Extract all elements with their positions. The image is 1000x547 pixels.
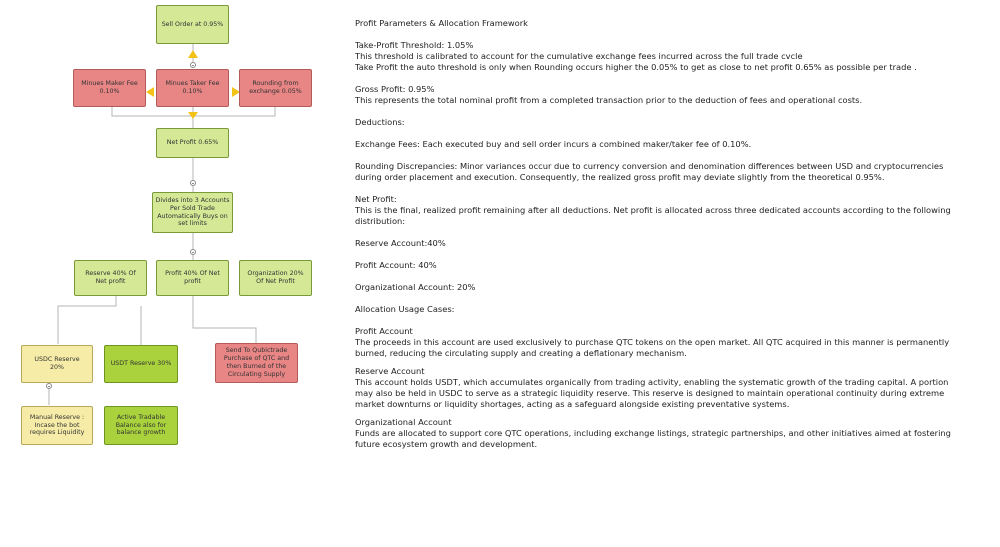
tp-line: Take Profit the auto threshold is only when Rounding occurs higher the 0.05% to get as close to net profit 0.65% as possible per trade .: [355, 62, 917, 72]
ra-line: market downturns or liquidity shortages, acting as a safeguard alongside existing preventative systems.: [355, 399, 790, 409]
tp-heading: Take-Profit Threshold: 1.05%: [355, 40, 474, 50]
node-send-to-qubictrade[interactable]: Send To Qubictrade Purchase of QTC and then Burned of the Circulating Supply: [215, 343, 298, 383]
node-manual-reserve[interactable]: Manual Reserve : Incase the bot requires Liquidity: [21, 406, 93, 445]
oa-line: Funds are allocated to support core QTC operations, including exchange listings, strategic partnerships, and other initiatives aimed at fostering: [355, 428, 951, 438]
node-profit-40[interactable]: Profit 40% Of Net profit: [156, 260, 229, 296]
arrow-up-icon: [188, 50, 198, 58]
pa-heading: Profit Account: [355, 326, 413, 336]
ra-line: This account holds USDT, which accumulates organically from trading activity, enabling the systematic growth of the trading capital. A portion: [355, 377, 949, 387]
node-usdc-reserve[interactable]: USDC Reserve 20%: [21, 345, 93, 383]
arrow-left-icon: [146, 87, 154, 97]
org-account-line: Organizational Account: 20%: [355, 282, 476, 292]
collapse-icon[interactable]: [190, 62, 196, 68]
node-sell-order[interactable]: Sell Order at 0.95%: [156, 5, 229, 44]
collapse-icon[interactable]: [46, 383, 52, 389]
node-net-profit[interactable]: Net Profit 0.65%: [156, 128, 229, 158]
node-reserve-40[interactable]: Reserve 40% Of Net profit: [74, 260, 147, 296]
collapse-icon[interactable]: [190, 180, 196, 186]
pa-line: The proceeds in this account are used exclusively to purchase QTC tokens on the open market. All QTC acquired in this manner is permanently: [355, 337, 950, 347]
collapse-icon[interactable]: [190, 249, 196, 255]
node-rounding[interactable]: Rounding from exchange 0.05%: [239, 69, 312, 107]
rounding-line: Rounding Discrepancies: Minor variances occur due to currency conversion and denomination differences between USD and cryptocurrencies: [355, 161, 944, 171]
gp-heading: Gross Profit: 0.95%: [355, 84, 435, 94]
usage-cases-heading: Allocation Usage Cases:: [355, 304, 455, 314]
node-usdt-reserve[interactable]: USDT Reserve 30%: [104, 345, 178, 383]
reserve-account-line: Reserve Account:40%: [355, 238, 446, 248]
ra-line: may also be held in USDC to serve as a strategic liquidity reserve. This reserve is designed to maintain operational continuity during extreme: [355, 388, 945, 398]
np-line: This is the final, realized profit remaining after all deductions. Net profit is allocated across three dedicated accounts according to the following: [355, 205, 951, 215]
np-heading: Net Profit:: [355, 194, 397, 204]
gp-line: This represents the total nominal profit from a completed transaction prior to the deduction of fees and operational costs.: [355, 95, 863, 105]
pa-line: burned, reducing the circulating supply and creating a deflationary mechanism.: [355, 348, 687, 358]
node-divides[interactable]: Divides into 3 Accounts Per Sold Trade Automatically Buys on set limits: [152, 192, 233, 233]
exchange-fees: Exchange Fees: Each executed buy and sell order incurs a combined maker/taker fee of 0.10%.: [355, 139, 752, 149]
doc-title: Profit Parameters & Allocation Framework: [355, 18, 528, 28]
allocation-framework-text: [355, 18, 995, 450]
node-minus-maker-fee[interactable]: Minues Maker Fee 0.10%: [73, 69, 146, 107]
node-active-tradable[interactable]: Active Tradable Balance also for balance growth: [104, 406, 178, 445]
node-minus-taker-fee[interactable]: Minues Taker Fee 0.10%: [156, 69, 229, 107]
oa-heading: Organizational Account: [355, 417, 452, 427]
tp-line: This threshold is calibrated to account for the cumulative exchange fees incurred across the full trade cvcle: [355, 51, 803, 61]
np-line: distribution:: [355, 216, 406, 226]
node-organization-20[interactable]: Organization 20% Of Net Profit: [239, 260, 312, 296]
rounding-line: during order placement and execution. Consequently, the realized gross profit may deviate slightly from the theoretical 0.95%.: [355, 172, 885, 182]
oa-line: future ecosystem growth and development.: [355, 439, 538, 449]
deductions-heading: Deductions:: [355, 117, 405, 127]
ra-heading: Reserve Account: [355, 366, 425, 376]
profit-account-line: Profit Account: 40%: [355, 260, 437, 270]
